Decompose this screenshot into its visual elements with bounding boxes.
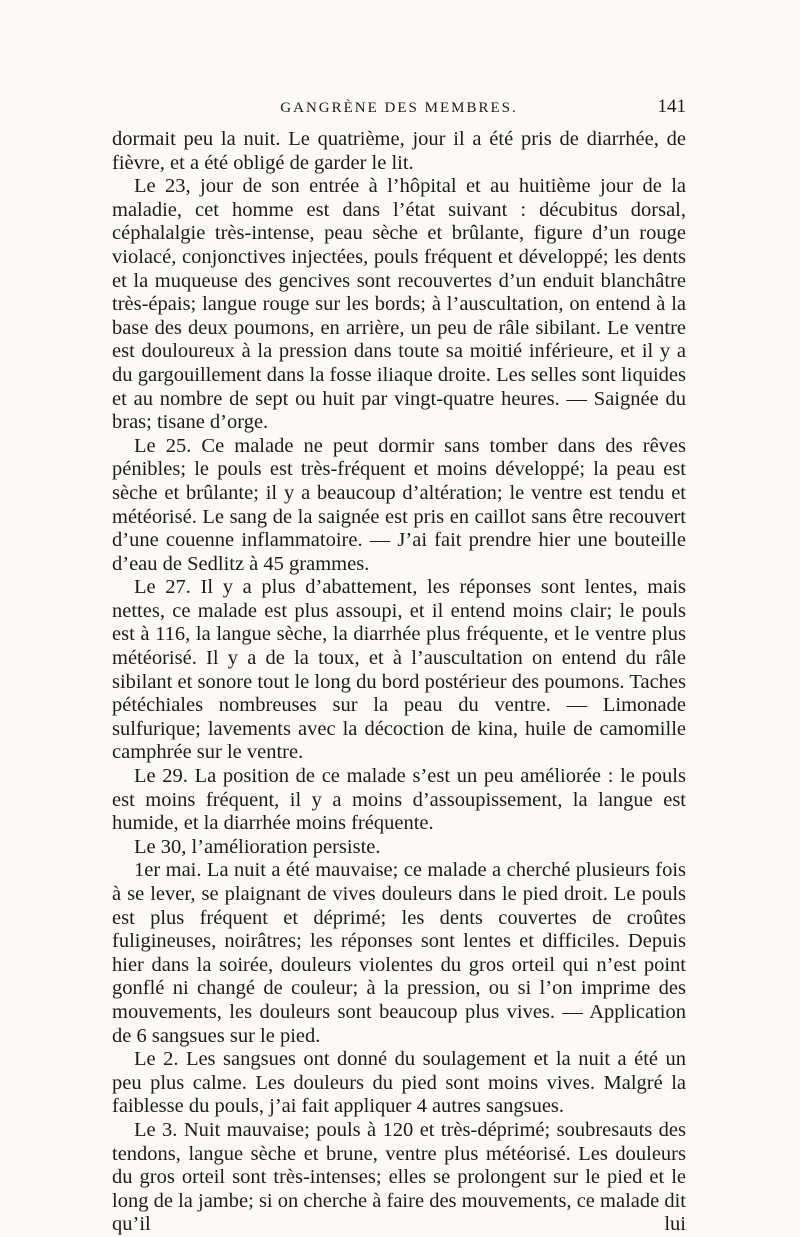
paragraph-entry-25: Le 25. Ce malade ne peut dormir sans tomber dans des rêves pénibles; le pouls est très-fréquent et moins développé; la peau est sèche et brûlante; il y a beaucoup d’altération; le ventre est tendu et météorisé. Le sang de la saignée est pris en caillot sans être recouvert d’une couenne inflammatoire. — J’ai fait prendre hier une bouteille d’eau de Sedlitz à 45 grammes. (112, 434, 686, 575)
paragraph-entry-30: Le 30, l’amélioration persiste. (134, 835, 381, 858)
page-number: 141 (657, 96, 686, 117)
book-page (112, 96, 686, 1237)
paragraph-entry-3: Le 3. Nuit mauvaise; pouls à 120 et très-déprimé; soubresauts des tendons, langue sèche et brune, ventre plus météorisé. Les douleurs du gros orteil sont très-intenses; elles se prolongent sur le pied et le long de la jambe; si on cherche à faire des mouvements, ce malade dit qu’il lui (112, 1118, 686, 1236)
paragraph-entry-2: Le 2. Les sangsues ont donné du soulagement et la nuit a été un peu plus calme. Les douleurs du pied sont moins vives. Malgré la faiblesse du pouls, j’ai fait appliquer 4 autres sangsues. (112, 1048, 686, 1118)
running-title: GANGRÈNE DES MEMBRES. (280, 100, 518, 116)
paragraph-entry-23: Le 23, jour de son entrée à l’hôpital et au huitième jour de la maladie, cet homme est dans l’état suivant : décubitus dorsal, céphalalgie très-intense, peau sèche et brûlante, figure d’un rouge violacé, conjonctives injectées, pouls fréquent et développé; les dents et la muqueuse des gencives sont recouvertes d’un enduit blanchâtre très-épais; langue rouge sur les bords; à l’auscultation, on entend à la base des deux poumons, en arrière, un peu de râle sibilant. Le ventre est douloureux à la pression dans toute sa moitié inférieure, et il y a du gargouillement dans la fosse iliaque droite. Les selles sont liquides et au nombre de sept ou huit par vingt-quatre heures. — Saignée du bras; tisane d’orge. (112, 175, 686, 434)
paragraph-continuation: dormait peu la nuit. Le quatrième, jour il a été pris de diarrhée, de fièvre, et a été obligé de garder le lit. (112, 128, 686, 174)
paragraph-entry-1-mai: 1er mai. La nuit a été mauvaise; ce malade a cherché plusieurs fois à se lever, se plaignant de vives douleurs dans le pied droit. Le pouls est plus fréquent et déprimé; les dents couvertes de croûtes fuligineuses, noirâtres; les réponses sont lentes et difficiles. Depuis hier dans la soirée, douleurs violentes du gros orteil qui n’est point gonflé ni changé de couleur; à la pression, ou si l’on imprime des mouvements, les douleurs sont beaucoup plus vives. — Application de 6 sangsues sur le pied. (112, 859, 686, 1047)
paragraph-entry-29: Le 29. La position de ce malade s’est un peu améliorée : le pouls est moins fréquent, il y a moins d’assoupissement, la langue est humide, et la diarrhée moins fréquente. (112, 765, 686, 835)
paragraph-entry-27: Le 27. Il y a plus d’abattement, les réponses sont lentes, mais nettes, ce malade est plus assoupi, et il entend moins clair; le pouls est à 116, la langue sèche, la diarrhée plus fréquente, et le ventre plus météorisé. Il y a de la toux, et à l’auscultation on entend du râle sibilant et sonore tout le long du bord postérieur des poumons. Taches pétéchiales nombreuses sur la peau du ventre. — Limonade sulfurique; lavements avec la décoction de kina, huile de camomille camphrée sur le ventre. (112, 576, 686, 764)
running-head (112, 96, 686, 122)
